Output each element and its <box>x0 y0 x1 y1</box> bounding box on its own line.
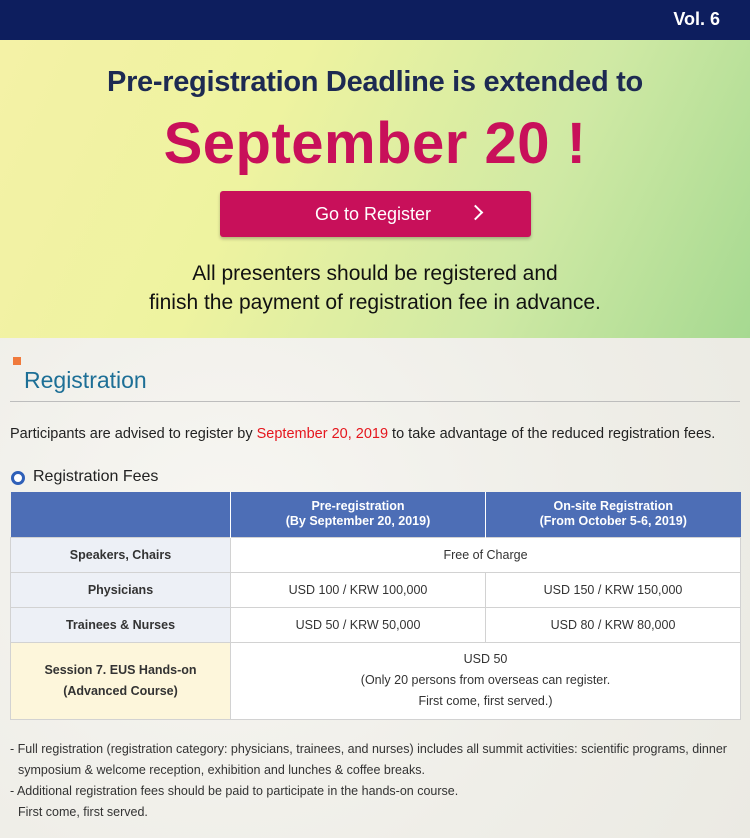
table-row <box>11 642 741 719</box>
section-divider <box>10 401 740 402</box>
fees-table <box>10 492 741 720</box>
trainees-pre-fee: USD 50 / KRW 50,000 <box>231 607 486 642</box>
row-label-trainees: Trainees & Nurses <box>11 607 231 642</box>
session-fee-line3: First come, first served.) <box>418 694 553 708</box>
session-label-line2: (Advanced Course) <box>63 683 178 698</box>
header-onsite-registration <box>486 492 741 537</box>
header-pre-line2: (By September 20, 2019) <box>285 514 431 529</box>
header-pre-line1: Pre-registration <box>311 499 405 514</box>
note-2-line1: - Additional registration fees should be paid to participate in the hands-on course. <box>10 784 459 798</box>
physicians-onsite-fee: USD 150 / KRW 150,000 <box>486 572 741 607</box>
hero-headline: Pre-registration Deadline is extended to <box>107 66 643 98</box>
header-blank <box>11 492 231 537</box>
volume-label: Vol. 6 <box>673 9 720 29</box>
section-marker-icon <box>13 357 21 365</box>
chevron-right-icon <box>468 205 484 221</box>
intro-text-after: to take advantage of the reduced registration fees. <box>388 426 716 442</box>
table-row <box>11 607 741 642</box>
bullet-circle-icon <box>11 471 25 485</box>
intro-deadline: September 20, 2019 <box>256 426 389 442</box>
row-label-speakers: Speakers, Chairs <box>11 537 231 572</box>
session-fee-line1: USD 50 <box>463 652 508 666</box>
hero-note <box>0 259 750 317</box>
hero-deadline-date: September 20 ! <box>163 111 587 176</box>
hero-banner <box>0 40 750 338</box>
note-1-line1: - Full registration (registration category: physicians, trainees, and nurses) includes all summit activities: scientific programs, dinner <box>10 742 727 756</box>
hero-note-line2: finish the payment of registration fee in advance. <box>149 291 601 314</box>
header-onsite-line2: (From October 5-6, 2019) <box>539 514 687 529</box>
table-row <box>11 572 741 607</box>
go-to-register-label: Go to Register <box>315 204 432 224</box>
table-row <box>11 537 741 572</box>
hero-note-line1: All presenters should be registered and <box>192 262 558 285</box>
note-1-line2: symposium & welcome reception, exhibition and lunches & coffee breaks. <box>18 763 425 777</box>
note-2-line2: First come, first served. <box>18 805 148 819</box>
session-fee-line2: (Only 20 persons from overseas can register. <box>360 673 611 687</box>
registration-section <box>0 338 750 838</box>
header-pre-registration <box>231 492 486 537</box>
fees-title: Registration Fees <box>33 468 159 485</box>
physicians-pre-fee: USD 100 / KRW 100,000 <box>231 572 486 607</box>
session-label-line1: Session 7. EUS Hands-on <box>44 662 197 677</box>
table-header-row <box>11 492 741 537</box>
speakers-fee: Free of Charge <box>231 537 741 572</box>
section-title: Registration <box>24 367 147 393</box>
intro-text-before: Participants are advised to register by <box>10 426 257 442</box>
top-bar <box>0 0 750 40</box>
fee-notes <box>10 739 727 823</box>
go-to-register-button[interactable] <box>220 191 531 237</box>
trainees-onsite-fee: USD 80 / KRW 80,000 <box>486 607 741 642</box>
header-onsite-line1: On-site Registration <box>553 499 673 514</box>
row-label-session7 <box>11 642 231 719</box>
registration-intro <box>10 426 715 442</box>
session7-fee <box>231 642 741 719</box>
row-label-physicians: Physicians <box>11 572 231 607</box>
